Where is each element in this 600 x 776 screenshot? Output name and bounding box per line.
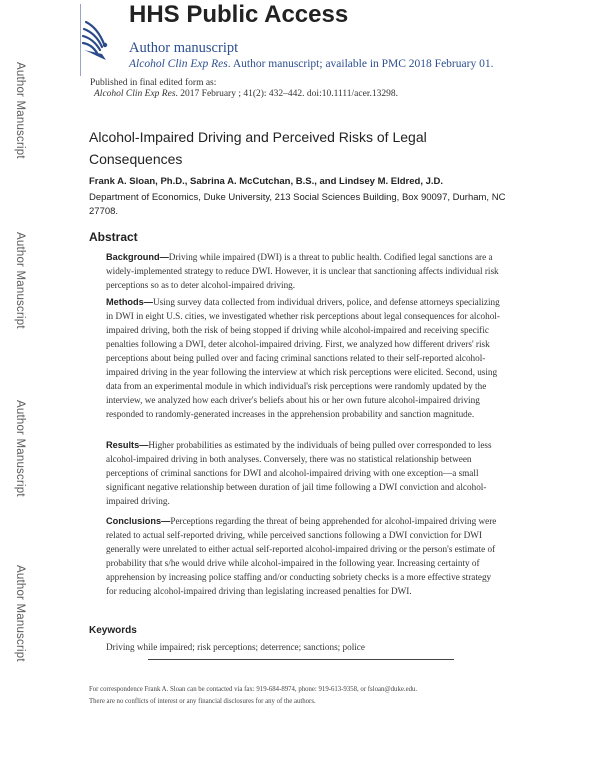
citation-details: . 2017 February ; 41(2): 432–442. doi:10.1111/acer.13298. bbox=[175, 89, 398, 99]
keywords-list: Driving while impaired; risk perceptions; deterrence; sanctions; police bbox=[106, 642, 365, 652]
author-affiliation: Department of Economics, Duke University, 213 Social Sciences Building, Box 90097, Durham, NC 27708. bbox=[89, 192, 506, 217]
article-title: Alcohol-Impaired Driving and Perceived Risks of Legal Consequences bbox=[89, 129, 427, 167]
citation-line bbox=[94, 89, 398, 99]
published-label: Published in final edited form as: bbox=[90, 78, 217, 88]
section-label: Methods— bbox=[106, 297, 153, 307]
author-manuscript-subtitle: Author manuscript bbox=[129, 40, 239, 56]
section-label: Conclusions— bbox=[106, 516, 171, 526]
availability-line bbox=[129, 58, 493, 70]
footnote-divider bbox=[148, 659, 454, 660]
hhs-public-access-title: HHS Public Access bbox=[129, 1, 349, 28]
journal-name: Alcohol Clin Exp Res bbox=[129, 58, 228, 70]
sidebar-label-author-manuscript: Author Manuscript bbox=[14, 565, 26, 662]
conflicts-footnote: There are no conflicts of interest or any financial disclosures for any of the authors. bbox=[89, 698, 316, 705]
abstract-methods bbox=[106, 295, 502, 421]
abstract-background bbox=[106, 250, 502, 292]
section-text: Driving while impaired (DWI) is a threat to public health. Codified legal sanctions are a widely-implemented strategy to reduce DWI. However, it is unclear that sanctioning affects individual risk perceptions so as to deter alcohol-impaired driving. bbox=[106, 252, 499, 290]
section-label: Results— bbox=[106, 440, 149, 450]
abstract-results bbox=[106, 438, 502, 508]
abstract-conclusions bbox=[106, 514, 502, 598]
sidebar-label-author-manuscript: Author Manuscript bbox=[14, 62, 26, 159]
correspondence-footnote: For correspondence Frank A. Sloan can be contacted via fax: 919-684-8974, phone: 919-613-9358, or fsloan@duke.edu. bbox=[89, 686, 418, 693]
section-text: Using survey data collected from individual drivers, police, and defense attorneys specializing in DWI in eight U.S. cities, we investigated whether risk perceptions about legal consequences for alcohol-impaired driving, both the risk of being stopped if driving while alcohol-impaired and receiving specific penalties following a DWI, deter alcohol-impaired driving. First, we analyzed how different drivers' risk perceptions about being pulled over and facing criminal sanctions related to their self-reported alcohol-impaired driving in the year following the interview at which risk perceptions were elicited. Second, using data from an experimental module in which individual's risk perceptions were randomly updated by the interview, we analyzed how each driver's beliefs about his or her own future alcohol-impaired driving responded to randomly-generated increases in the apprehension probability and sanction magnitude. bbox=[106, 297, 500, 419]
citation-journal: Alcohol Clin Exp Res bbox=[94, 89, 176, 99]
section-label: Background— bbox=[106, 252, 169, 262]
hhs-eagle-logo-icon bbox=[80, 16, 110, 62]
keywords-heading: Keywords bbox=[89, 625, 137, 636]
sidebar-label-author-manuscript: Author Manuscript bbox=[14, 232, 26, 329]
section-text: Higher probabilities as estimated by the individuals of being pulled over corresponded to less alcohol-impaired driving in both analyses. Conversely, there was no statistical relationship between perceptions of criminal sanctions for DWI and alcohol-impaired driving with one exception—a small significant negative relationship between duration of jail time following a DWI conviction and alcohol-impaired driving. bbox=[106, 440, 492, 506]
availability-text: . Author manuscript; available in PMC 2018 February 01. bbox=[227, 58, 494, 70]
abstract-heading: Abstract bbox=[89, 230, 138, 244]
section-text: Perceptions regarding the threat of being apprehended for alcohol-impaired driving were related to actual self-reported driving, while perceived sanctions following a DWI conviction for DWI generally were unrelated to either actual self-reported alcohol-impaired driving or the person's estimate of probability that s/he would drive while alcohol-impaired in the following year. Increasing certainty of apprehension by increasing police staffing and/or conducting sobriety checks is a more effective strategy for reducing alcohol-impaired driving than legislating increased penalties for DWI. bbox=[106, 516, 497, 596]
sidebar-label-author-manuscript: Author Manuscript bbox=[14, 400, 26, 497]
author-list: Frank A. Sloan, Ph.D., Sabrina A. McCutchan, B.S., and Lindsey M. Eldred, J.D. bbox=[89, 176, 444, 187]
